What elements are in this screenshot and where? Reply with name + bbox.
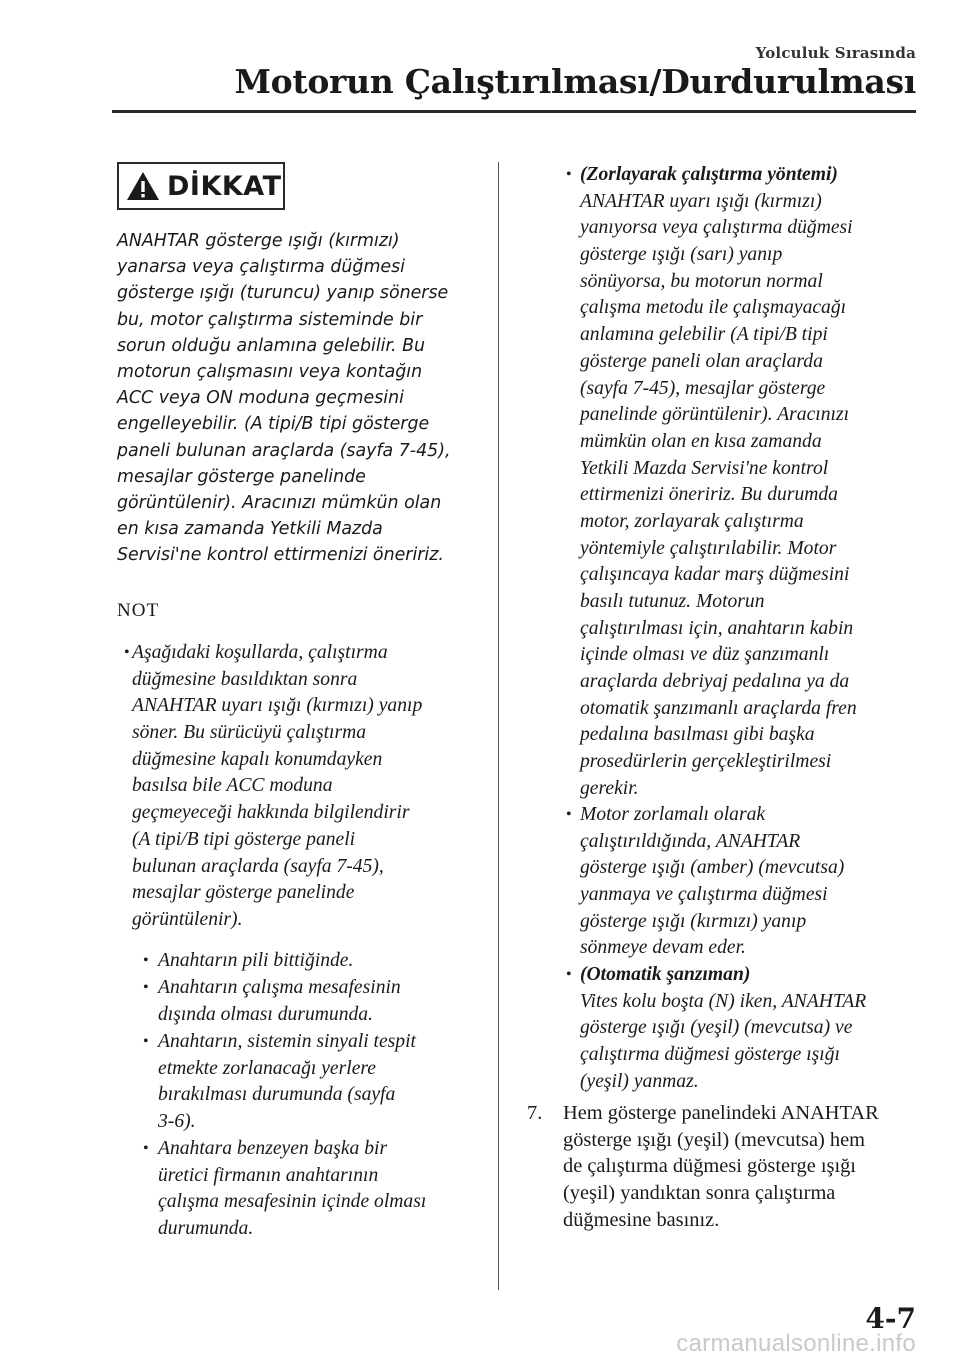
bullet-dot: • [143,1140,149,1157]
note-line: görüntülenir). [132,908,243,930]
note-line: düğmesine basıldıktan sonra [132,668,358,690]
forced-line: basılı tutunuz. Motorun [580,591,765,612]
caution-line: bu, motor çalıştırma sisteminde bir [117,309,423,330]
sub-item-line: durumunda. [158,1218,254,1240]
sub-item-line: Anahtarın çalışma mesafesinin [158,977,401,998]
sub-list-item [158,975,488,1028]
forced-line: çalışma metodu ile çalışmayacağı [580,297,847,319]
note-line: bulunan araçlarda (sayfa 7-45), [132,855,384,877]
auto-line: gösterge ışığı (yeşil) (mevcutsa) ve [580,1017,853,1039]
step-body [563,1100,923,1233]
forced-line: gösterge ışığı (sarı) yanıp [580,244,783,266]
note-line: Aşağıdaki koşullarda, çalıştırma [132,642,388,663]
caution-line: engelleyebilir. (A tipi/B tipi gösterge [117,414,430,435]
auto-line: Vites kolu boşta (N) iken, ANAHTAR [580,990,867,1012]
caution-line: ANAHTAR gösterge ışığı (kırmızı) [117,231,400,251]
sub-item-line: 3-6). [158,1111,196,1133]
forced-line: anlamına gelebilir (A tipi/B tipi [580,324,828,346]
caution-line: gösterge ışığı (turuncu) yanıp sönerse [117,283,449,304]
forced-line: mümkün olan en kısa zamanda [580,430,822,452]
forced-line: yanıyorsa veya çalıştırma düğmesi [580,217,853,239]
auto-transmission-block [580,962,920,1095]
step-line: gösterge ışığı (yeşil) (mevcutsa) hem [563,1128,866,1151]
forced-line: içinde olması ve düz şanzımanlı [580,644,830,666]
page-title: Motorun Çalıştırılması/Durdurulması [234,62,916,101]
note-bullet [132,640,482,934]
step-line: düğmesine basınız. [563,1208,720,1231]
bullet-dot: • [566,166,572,183]
auto-transmission-title: (Otomatik şanzıman) [580,964,751,985]
forced-after-line: çalıştırıldığında, ANAHTAR [580,830,801,852]
forced-after-line: sönmeye devam eder. [580,937,746,959]
warning-icon [125,170,161,202]
step-line: de çalıştırma düğmesi gösterge ışığı [563,1155,856,1178]
sub-list-item [158,1136,488,1243]
auto-line: çalıştırma düğmesi gösterge ışığı [580,1044,840,1066]
sub-item-line: Anahtarın pili bittiğinde. [158,950,354,971]
sub-list-item [158,948,488,975]
forced-line: prosedürlerin gerçekleştirilmesi [580,751,832,773]
note-line: söner. Bu sürücüyü çalıştırma [132,722,367,744]
note-line: düğmesine kapalı konumdayken [132,748,383,770]
header-rule [112,110,916,113]
page-number: 4-7 [865,1302,916,1335]
auto-line: (yeşil) yanmaz. [580,1070,699,1092]
forced-start-title: (Zorlayarak çalıştırma yöntemi) [580,164,838,185]
bullet-dot: • [143,952,149,969]
note-line: (A tipi/B tipi gösterge paneli [132,828,356,850]
note-line: geçmeyeceği hakkında bilgilendirir [132,802,410,824]
caution-label: DİKKAT [167,170,282,202]
sub-item-line: Anahtara benzeyen başka bir [158,1138,388,1159]
note-line: basılsa bile ACC moduna [132,775,333,797]
forced-after-block [580,802,920,962]
caution-line: görüntülenir). Aracınızı mümkün olan [117,493,442,514]
step-line: Hem gösterge panelindeki ANAHTAR [563,1102,879,1124]
forced-after-line: Motor zorlamalı olarak [580,804,766,825]
note-line: mesajlar gösterge panelinde [132,882,355,904]
forced-line: Yetkili Mazda Servisi'ne kontrol [580,457,829,479]
forced-line: sönüyorsa, bu motorun normal [580,270,823,292]
caution-text [117,228,477,569]
forced-after-line: yanmaya ve çalıştırma düğmesi [580,884,828,906]
forced-line: ANAHTAR uyarı ışığı (kırmızı) [580,190,822,212]
note-label: NOT [117,600,160,621]
section-title: Yolculuk Sırasında [755,44,916,62]
forced-line: yöntemiyle çalıştırılabilir. Motor [580,537,837,559]
caution-line: Servisi'ne kontrol ettirmenizi öneririz. [117,545,444,566]
forced-line: çalıştırılması için, anahtarın kabin [580,617,854,639]
caution-line: sorun olduğu anlamına gelebilir. Bu [117,335,426,356]
sub-item-line: Anahtarın, sistemin sinyali tespit [158,1031,416,1052]
caution-line: paneli bulunan araçlarda (sayfa 7-45), [117,440,451,461]
step-line: (yeşil) yandıktan sonra çalıştırma [563,1182,836,1205]
bullet-dot: • [566,806,572,823]
bullet-dot: • [143,979,149,996]
forced-start-block [580,162,920,803]
bullet-dot: • [566,966,572,983]
forced-line: gösterge paneli olan araçlarda [580,350,823,372]
sub-item-line: üretici firmanın anahtarının [158,1164,379,1186]
caution-line: en kısa zamanda Yetkili Mazda [117,519,383,540]
forced-after-line: gösterge ışığı (amber) (mevcutsa) [580,857,845,879]
sub-item-line: bırakılması durumunda (sayfa [158,1084,396,1106]
watermark: carmanualsonline.info [676,1330,916,1357]
forced-line: (sayfa 7-45), mesajlar gösterge [580,377,826,399]
sub-item-line: çalışma mesafesinin içinde olması [158,1191,427,1213]
bullet-dot: • [124,644,130,661]
sub-list-item [158,1029,488,1136]
caution-line: mesajlar gösterge panelinde [117,466,366,487]
forced-line: ettirmenizi öneririz. Bu durumda [580,484,838,506]
forced-line: araçlarda debriyaj pedalına ya da [580,671,850,693]
sub-item-line: dışında olması durumunda. [158,1003,374,1025]
forced-line: otomatik şanzımanlı araçlarda fren [580,697,857,719]
caution-box [117,162,285,210]
forced-line: pedalına basılması gibi başka [580,724,815,746]
forced-line: panelinde görüntülenir). Aracınızı [580,404,850,426]
forced-line: motor, zorlayarak çalıştırma [580,510,804,532]
column-divider [498,162,499,1290]
step-number: 7. [527,1102,543,1124]
caution-line: ACC veya ON moduna geçmesini [117,388,404,409]
sub-item-line: etmekte zorlanacağı yerlere [158,1057,376,1079]
caution-line: motorun çalışmasını veya kontağın [117,362,423,383]
forced-after-line: gösterge ışığı (kırmızı) yanıp [580,910,807,932]
bullet-dot: • [143,1033,149,1050]
forced-line: gerekir. [580,777,639,799]
note-line: ANAHTAR uyarı ışığı (kırmızı) yanıp [132,695,423,717]
caution-line: yanarsa veya çalıştırma düğmesi [117,257,405,278]
forced-line: çalışıncaya kadar marş düğmesini [580,564,850,586]
